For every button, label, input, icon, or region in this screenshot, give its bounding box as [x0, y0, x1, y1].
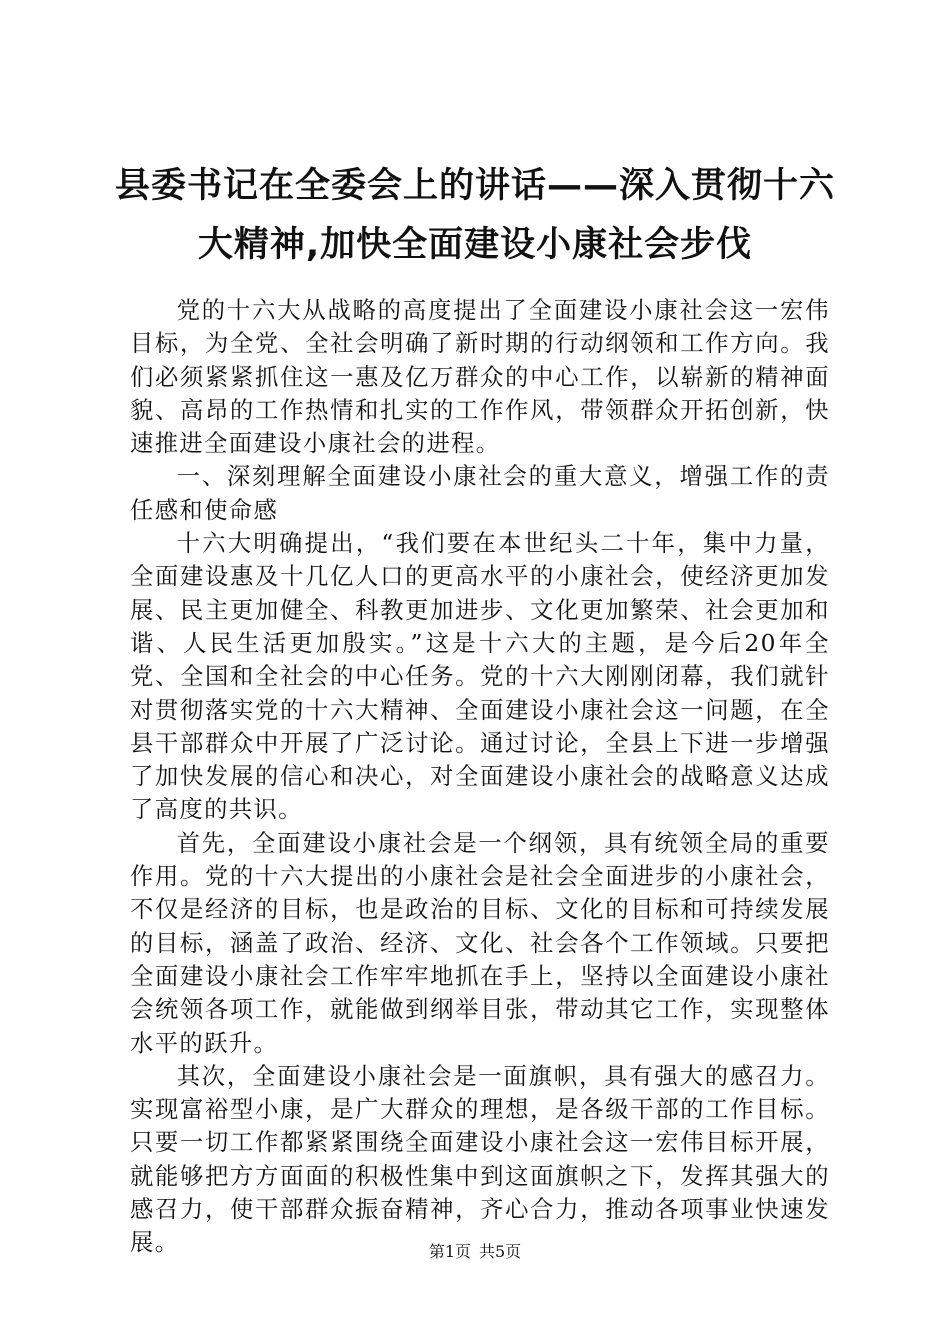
document-body	[130, 294, 830, 1260]
document-title-line-2: 大精神,加快全面建设小康社会步伐	[197, 225, 753, 265]
page-footer	[0, 1242, 950, 1262]
paragraph-intro: 党的十六大从战略的高度提出了全面建设小康社会这一宏伟目标，为全党、全社会明确了新时期的行动纲领和工作方向。我们必须紧紧抓住这一惠及亿万群众的中心工作，以崭新的精神面貌、高昂的工作热情和扎实的工作作风，带领群众开拓创新，快速推进全面建设小康社会的进程。	[130, 297, 830, 458]
paragraph-second-point: 其次，全面建设小康社会是一面旗帜，具有强大的感召力。实现富裕型小康，是广大群众的理想，是各级干部的工作目标。只要一切工作都紧紧围绕全面建设小康社会这一宏伟目标开展，就能够把方方面面的积极性集中到这面旗帜之下，发挥其强大的感召力，使干部群众振奋精神，齐心合力，推动各项事业快速发展。	[130, 1062, 830, 1257]
page-number-current: 第1页	[428, 1242, 471, 1261]
document-title-line-1: 县委书记在全委会上的讲话——深入贯彻十六	[114, 166, 835, 206]
paragraph-first-point: 首先，全面建设小康社会是一个纲领，具有统领全局的重要作用。党的十六大提出的小康社会是社会全面进步的小康社会，不仅是经济的目标，也是政治的目标、文化的目标和可持续发展的目标，涵盖了政治、经济、文化、社会各个工作领域。只要把全面建设小康社会工作牢牢地抓在手上，坚持以全面建设小康社会统领各项工作，就能做到纲举目张，带动其它工作，实现整体水平的跃升。	[130, 829, 830, 1057]
paragraph-sixteenth-congress: 十六大明确提出，“我们要在本世纪头二十年，集中力量，全面建设惠及十几亿人口的更高水平的小康社会，使经济更加发展、民主更加健全、科教更加进步、文化更加繁荣、社会更加和谐、人民生活更加殷实。”这是十六大的主题，是今后20年全党、全国和全社会的中心任务。党的十六大刚刚闭幕，我们就针对贯彻落实党的十六大精神、全面建设小康社会这一问题，在全县干部群众中开展了广泛讨论。通过讨论，全县上下进一步增强了加快发展的信心和决心，对全面建设小康社会的战略意义达成了高度的共识。	[130, 530, 830, 824]
section-heading-1: 一、深刻理解全面建设小康社会的重大意义，增强工作的责任感和使命感	[130, 463, 830, 524]
page-number-total: 共5页	[479, 1242, 522, 1261]
